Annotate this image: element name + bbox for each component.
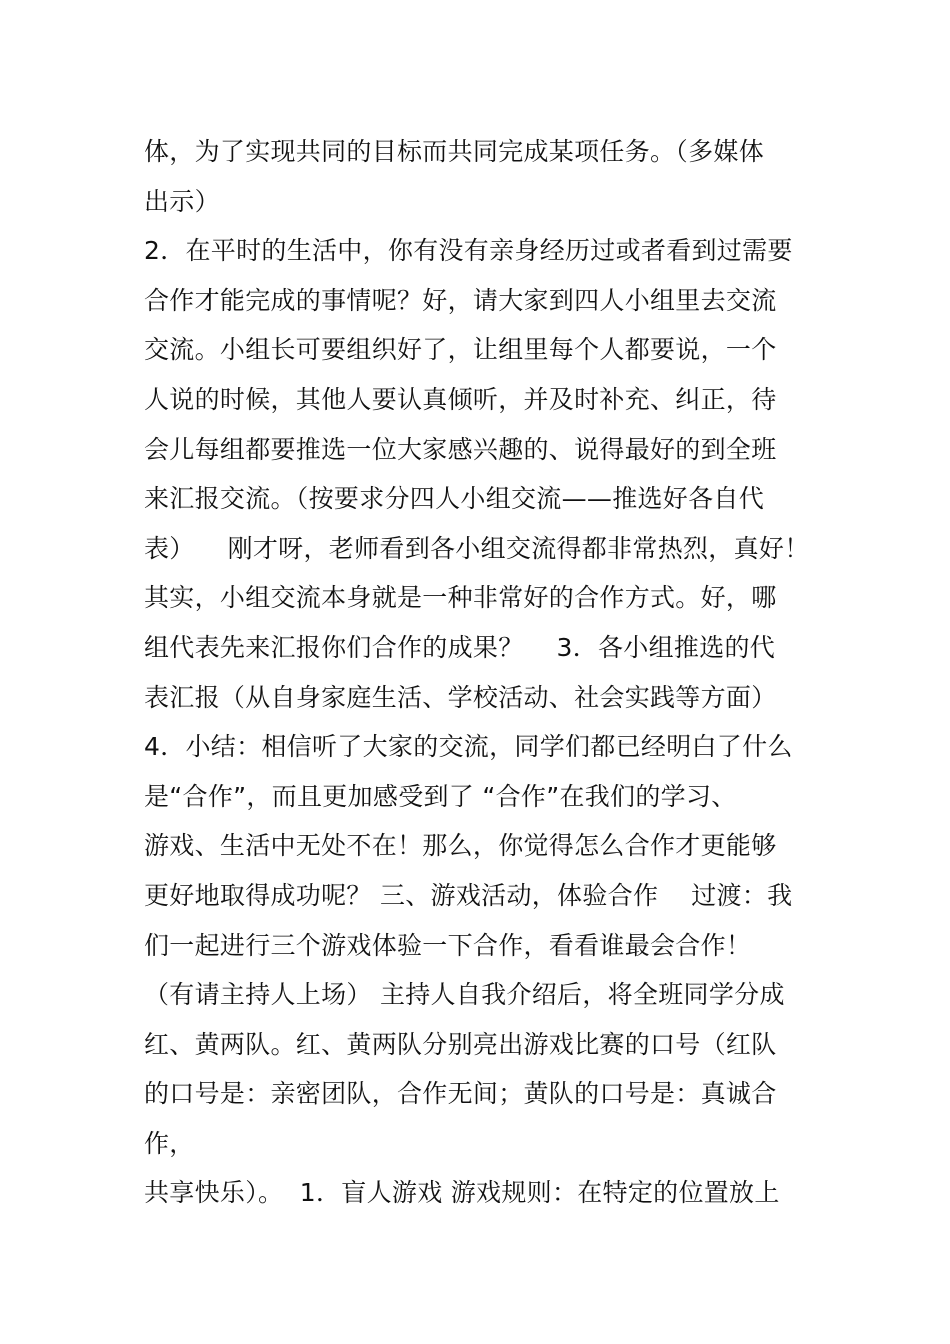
- text-line: 其实，小组交流本身就是一种非常好的合作方式。好，哪: [144, 583, 777, 613]
- text-line: 2．在平时的生活中，你有没有亲身经历过或者看到过需要: [144, 236, 793, 266]
- text-line: 的口号是：亲密团队，合作无间；黄队的口号是：真诚合: [144, 1079, 777, 1109]
- text-line: 们一起进行三个游戏体验一下合作，看看谁最会合作！: [144, 930, 752, 960]
- text-line: 游戏、生活中无处不在！那么，你觉得怎么合作才更能够: [144, 831, 777, 861]
- text-line: 红、黄两队。红、黄两队分别亮出游戏比赛的口号（红队: [144, 1029, 777, 1059]
- text-line: 共享快乐）。 1．盲人游戏 游戏规则：在特定的位置放上: [144, 1178, 780, 1208]
- text-line: 会儿每组都要推选一位大家感兴趣的、说得最好的到全班: [144, 434, 777, 464]
- text-line: 交流。小组长可要组织好了，让组里每个人都要说，一个: [144, 335, 777, 365]
- text-line: （有请主持人上场） 主持人自我介绍后，将全班同学分成: [144, 980, 785, 1010]
- text-line: 4．小结：相信听了大家的交流，同学们都已经明白了什么: [144, 732, 793, 762]
- text-line: 人说的时候，其他人要认真倾听，并及时补充、纠正，待: [144, 384, 777, 414]
- text-line: 是“合作”，而且更加感受到了 “合作”在我们的学习、: [144, 781, 737, 811]
- text-line: 组代表先来汇报你们合作的成果？ 3．各小组推选的代: [144, 632, 776, 662]
- text-line: 合作才能完成的事情呢？好，请大家到四人小组里去交流: [144, 285, 777, 315]
- text-line: 来汇报交流。（按要求分四人小组交流——推选好各自代: [144, 484, 765, 514]
- text-line: 更好地取得成功呢？ 三、游戏活动，体验合作 过渡：我: [144, 880, 793, 910]
- text-line: 体，为了实现共同的目标而共同完成某项任务。（多媒体: [144, 137, 765, 166]
- text-line: 表汇报（从自身家庭生活、学校活动、社会实践等方面）: [144, 682, 777, 712]
- document-body: [144, 127, 844, 1218]
- text-line: 出示）: [144, 186, 220, 216]
- text-line: 表） 刚才呀，老师看到各小组交流得都非常热烈，真好！: [144, 533, 810, 563]
- text-line: 作，: [144, 1128, 195, 1158]
